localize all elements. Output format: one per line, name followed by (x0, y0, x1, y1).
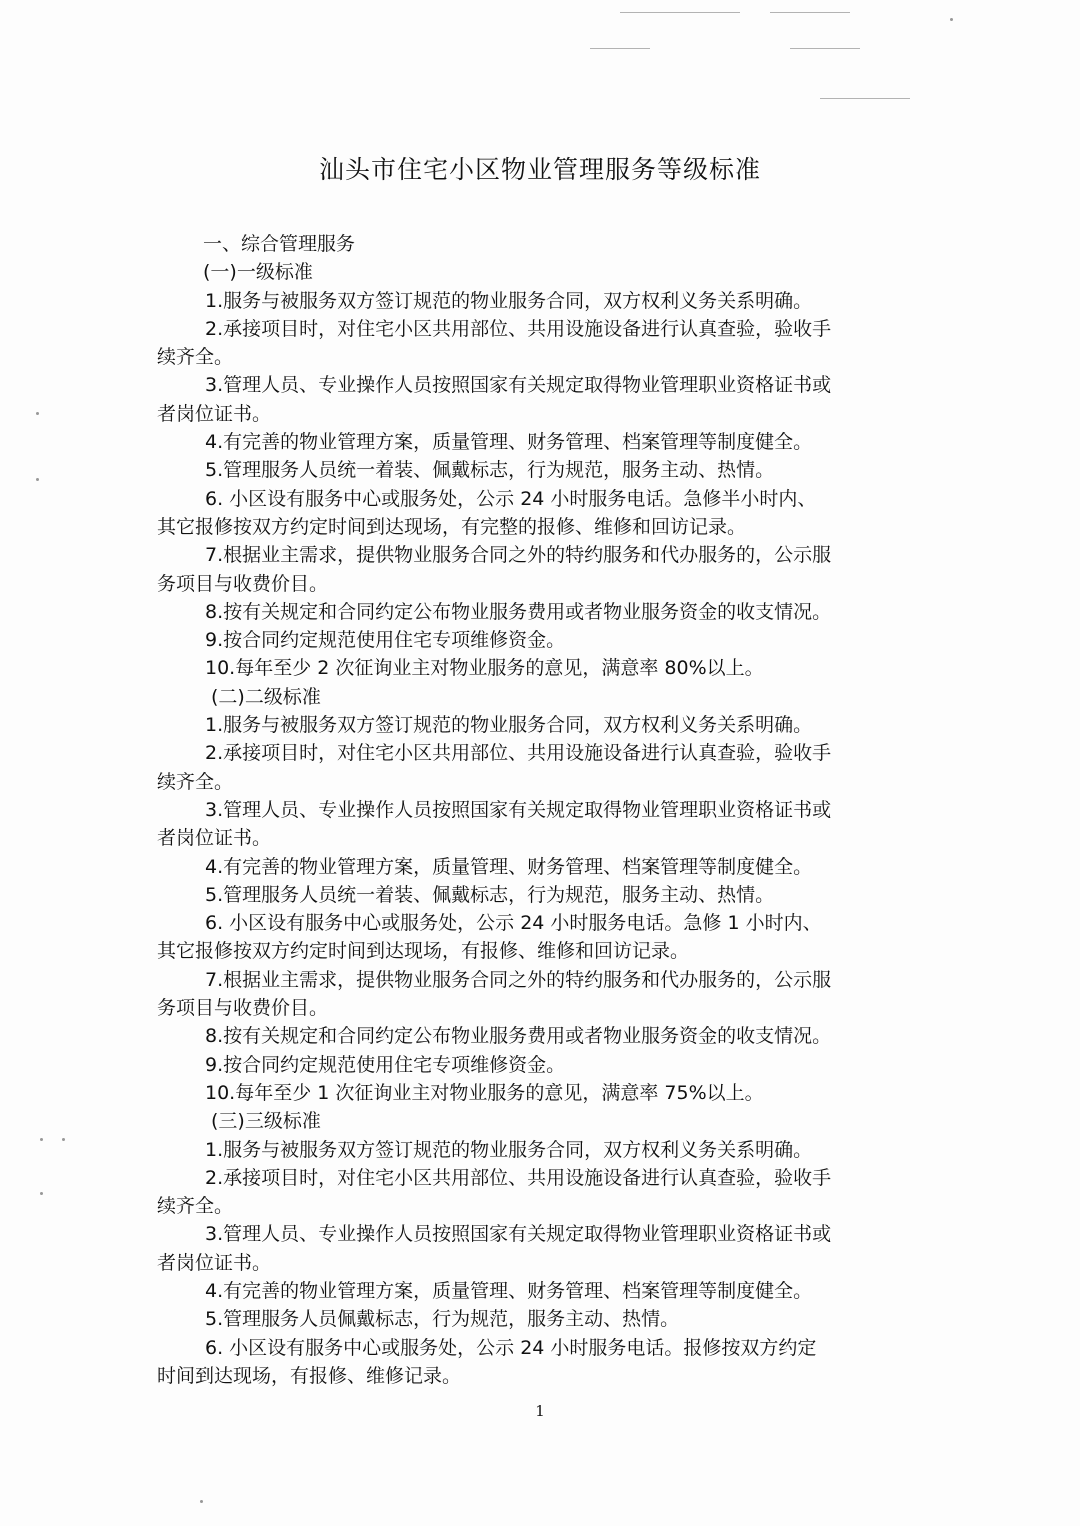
text-line: 3.管理人员、专业操作人员按照国家有关规定取得物业管理职业资格证书或 (205, 374, 832, 397)
text-line: 2.承接项目时，对住宅小区共用部位、共用设施设备进行认真查验，验收手 (205, 317, 832, 340)
scan-artifact-line (620, 12, 740, 13)
scan-artifact-dot (950, 18, 953, 21)
text-line: 4.有完善的物业管理方案，质量管理、财务管理、档案管理等制度健全。 (205, 855, 813, 878)
text-line: 3.管理人员、专业操作人员按照国家有关规定取得物业管理职业资格证书或 (205, 1223, 832, 1246)
scan-artifact-line (590, 48, 650, 49)
text-line: 者岗位证书。 (157, 827, 272, 850)
text-line: 者岗位证书。 (157, 402, 272, 425)
scan-artifact-dot (40, 1138, 43, 1141)
text-line: 者岗位证书。 (157, 1251, 272, 1274)
text-line: 其它报修按双方约定时间到达现场，有完整的报修、维修和回访记录。 (157, 515, 747, 538)
text-line: 5.管理服务人员统一着装、佩戴标志，行为规范，服务主动、热情。 (205, 459, 775, 482)
scan-artifact-dot (40, 1192, 43, 1195)
text-line: 续齐全。 (157, 770, 234, 793)
text-line: 10.每年至少 2 次征询业主对物业服务的意见，满意率 80%以上。 (205, 657, 764, 680)
text-line: 其它报修按双方约定时间到达现场，有报修、维修和回访记录。 (157, 940, 690, 963)
text-line: 时间到达现场，有报修、维修记录。 (157, 1364, 462, 1387)
text-line: 7.根据业主需求，提供物业服务合同之外的特约服务和代办服务的，公示服 (205, 968, 832, 991)
text-line: 1.服务与被服务双方签订规范的物业服务合同，双方权利义务关系明确。 (205, 289, 813, 312)
text-line: 续齐全。 (157, 1195, 234, 1218)
text-line: 续齐全。 (157, 346, 234, 369)
scan-artifact-line (770, 12, 850, 13)
text-line: 1.服务与被服务双方签订规范的物业服务合同，双方权利义务关系明确。 (205, 1138, 813, 1161)
text-line: 6. 小区设有服务中心或服务处，公示 24 小时服务电话。急修 1 小时内、 (205, 912, 822, 935)
text-line: 4.有完善的物业管理方案，质量管理、财务管理、档案管理等制度健全。 (205, 431, 813, 454)
text-line: 5.管理服务人员佩戴标志，行为规范，服务主动、热情。 (205, 1308, 680, 1331)
text-line: 7.根据业主需求，提供物业服务合同之外的特约服务和代办服务的，公示服 (205, 544, 832, 567)
scan-artifact-dot (200, 1500, 203, 1503)
text-line: 8.按有关规定和合同约定公布物业服务费用或者物业服务资金的收支情况。 (205, 1025, 832, 1048)
text-line: (三)三级标准 (211, 1110, 321, 1133)
text-line: 8.按有关规定和合同约定公布物业服务费用或者物业服务资金的收支情况。 (205, 600, 832, 623)
text-line: 2.承接项目时，对住宅小区共用部位、共用设施设备进行认真查验，验收手 (205, 742, 832, 765)
text-line: 务项目与收费价目。 (157, 997, 329, 1020)
scan-artifact-line (790, 48, 860, 49)
text-line: 10.每年至少 1 次征询业主对物业服务的意见，满意率 75%以上。 (205, 1081, 764, 1104)
text-line: 4.有完善的物业管理方案，质量管理、财务管理、档案管理等制度健全。 (205, 1279, 813, 1302)
scan-artifact-line (820, 98, 910, 99)
text-line: 6. 小区设有服务中心或服务处，公示 24 小时服务电话。报修按双方约定 (205, 1336, 817, 1359)
page-number: 1 (535, 1402, 545, 1420)
text-line: 5.管理服务人员统一着装、佩戴标志，行为规范，服务主动、热情。 (205, 883, 775, 906)
text-line: 6. 小区设有服务中心或服务处，公示 24 小时服务电话。急修半小时内、 (205, 487, 817, 510)
scan-artifact-dot (36, 478, 39, 481)
text-line: (一)一级标准 (203, 261, 313, 284)
text-line: (二)二级标准 (211, 685, 321, 708)
text-line: 9.按合同约定规范使用住宅专项维修资金。 (205, 629, 566, 652)
text-line: 务项目与收费价目。 (157, 572, 329, 595)
text-line: 2.承接项目时，对住宅小区共用部位、共用设施设备进行认真查验，验收手 (205, 1166, 832, 1189)
document-title: 汕头市住宅小区物业管理服务等级标准 (318, 155, 761, 184)
text-line: 9.按合同约定规范使用住宅专项维修资金。 (205, 1053, 566, 1076)
text-line: 1.服务与被服务双方签订规范的物业服务合同，双方权利义务关系明确。 (205, 714, 813, 737)
text-line: 一、综合管理服务 (203, 233, 356, 255)
scan-artifact-dot (36, 412, 39, 415)
text-line: 3.管理人员、专业操作人员按照国家有关规定取得物业管理职业资格证书或 (205, 798, 832, 821)
scan-artifact-dot (62, 1138, 65, 1141)
document-body (157, 230, 917, 1390)
